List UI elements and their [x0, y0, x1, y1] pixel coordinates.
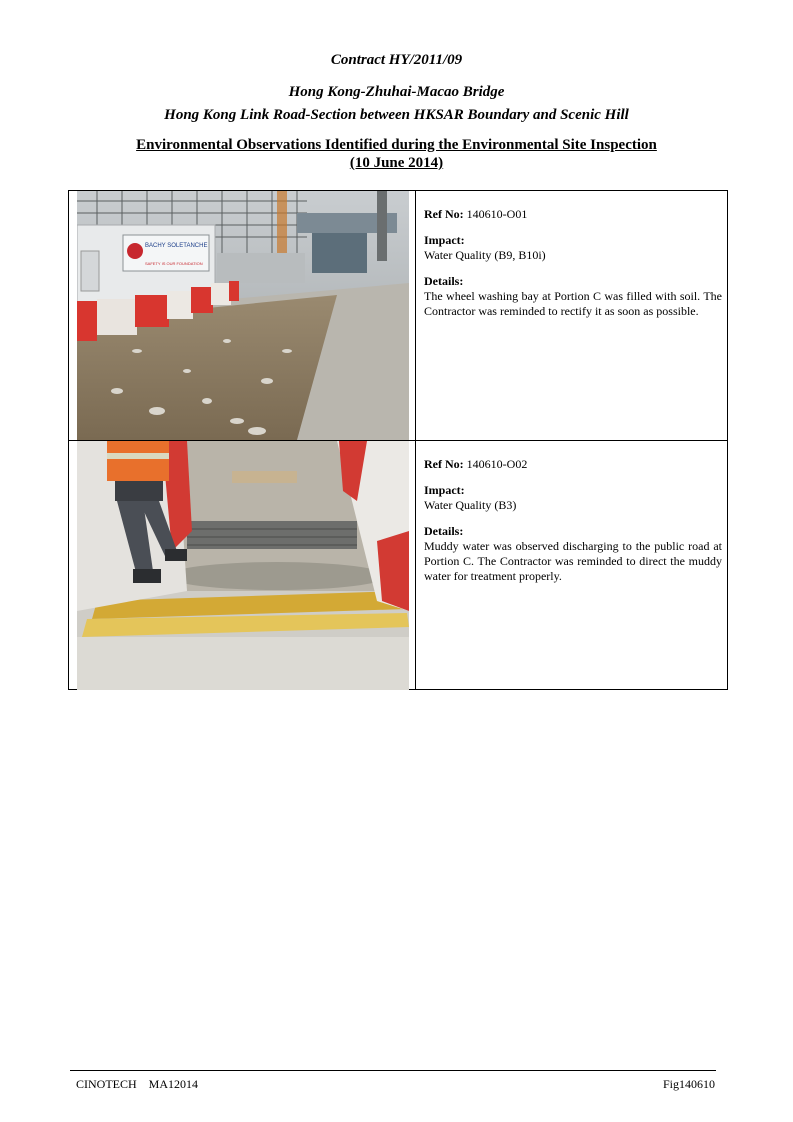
project-title: Hong Kong-Zhuhai-Macao Bridge: [288, 84, 505, 100]
sign-text-company: BACHY SOLETANCHE: [145, 243, 208, 249]
observation-table: [68, 190, 728, 690]
document-title: Environmental Observations Identified during the Environmental Site Inspection: [136, 137, 657, 153]
footer-figure-number: Fig140610: [662, 1077, 715, 1091]
contract-title: Contract HY/2011/09: [330, 52, 463, 68]
impact-label: Impact:: [424, 233, 465, 247]
site-photo-muddy-water: [77, 441, 409, 690]
observation-row-2: [69, 441, 727, 690]
section-title: Hong Kong Link Road-Section between HKSAR Boundary and Scenic Hill: [164, 107, 629, 123]
observation-details-2: [424, 457, 722, 595]
impact-label: Impact:: [424, 483, 465, 497]
document-date: (10 June 2014): [349, 155, 444, 171]
details-value: The wheel washing bay at Portion C was filled with soil. The Contractor was reminded to rectify it as soon as possible.: [424, 289, 722, 318]
impact-block: [424, 233, 722, 263]
observation-details-1: [424, 207, 722, 330]
footer-divider: [70, 1070, 716, 1071]
ref-value: 140610-O01: [466, 207, 528, 221]
impact-value: Water Quality (B9, B10i): [424, 248, 546, 262]
ref-line: [424, 207, 722, 222]
impact-block: [424, 483, 722, 513]
ref-label: Ref No:: [424, 207, 464, 221]
details-block: [424, 524, 722, 584]
details-label: Details:: [424, 274, 464, 288]
site-photo-wheel-washing-bay: [77, 191, 409, 440]
ref-label: Ref No:: [424, 457, 464, 471]
impact-value: Water Quality (B3): [424, 498, 517, 512]
details-value: Muddy water was observed discharging to the public road at Portion C. The Contractor was reminded to direct the muddy water for treatment properly.: [424, 539, 722, 583]
sign-text-slogan: SAFETY IS OUR FOUNDATION: [145, 261, 203, 266]
footer-company: CINOTECH MA12014: [76, 1077, 198, 1091]
ref-value: 140610-O02: [466, 457, 528, 471]
ref-line: [424, 457, 722, 472]
details-label: Details:: [424, 524, 464, 538]
observation-row-1: [69, 191, 727, 441]
details-block: [424, 274, 722, 319]
